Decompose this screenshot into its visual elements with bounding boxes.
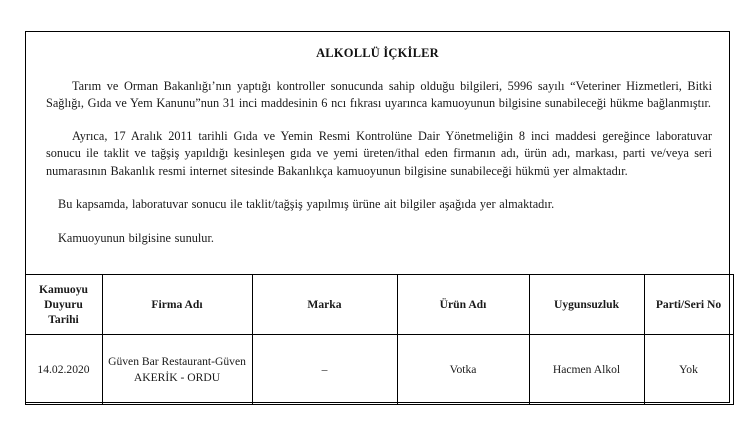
paragraph-scope: Bu kapsamda, laboratuvar sonucu ile taklit/tağşiş yapılmış ürüne ait bilgiler aşağıda yer almaktadır. [58,197,555,212]
cell-batch-serial-no: Yok [644,335,733,405]
column-header-batch-serial-no: Parti/Seri No [644,275,733,335]
column-header-nonconformity: Uygunsuzluk [529,275,644,335]
table-body [25,335,733,405]
paragraph-regulation-reference: Ayrıca, 17 Aralık 2011 tarihli Gıda ve Yemin Resmi Kontrolüne Dair Yönetmeliğin 8 inci maddesi gereğince laboratuvar sonucu ile taklit ve tağşiş yapıldığı kesinleşen gıda ve yemi üreten/ithal eden firmanın adı, ürün adı, markası, parti ve/veya seri numarasının Bakanlık resmi internet sitesinde Bakanlıkça kamuoyunun bilgisine sunabileceği hükmü yer almaktadır. [46,128,712,178]
column-header-announcement-date: Kamuoyu Duyuru Tarihi [25,275,102,335]
document-page [25,31,730,403]
column-header-product-name: Ürün Adı [397,275,529,335]
company-name-line-2: AKERİK - ORDU [133,370,221,384]
paragraph-legal-basis: Tarım ve Orman Bakanlığı’nın yaptığı kontroller sonucunda sahip olduğu bilgileri, 5996 sayılı “Veteriner Hizmetleri, Bitki Sağlığı, Gıda ve Yem Kanunu”nun 31 inci maddesinin 6 ncı fıkrası uyarınca kamuoyunun bilgisine sunabileceği hükme bağlanmıştır. [46,79,712,111]
cell-company-name [102,335,252,405]
violations-table [25,274,734,405]
column-header-company-name: Firma Adı [102,275,252,335]
cell-product-name: Votka [397,335,529,405]
table-header [25,275,733,335]
table-header-row [25,275,733,335]
company-name-line-1: Güven Bar Restaurant-Güven [108,355,246,369]
paragraph-closing: Kamuoyunun bilgisine sunulur. [58,230,214,245]
page-title: ALKOLLÜ İÇKİLER [316,46,439,60]
violations-table-container [25,274,731,404]
cell-brand: – [252,335,397,405]
table-row [25,335,733,405]
cell-nonconformity: Hacmen Alkol [529,335,644,405]
cell-announcement-date: 14.02.2020 [25,335,102,405]
column-header-brand: Marka [252,275,397,335]
